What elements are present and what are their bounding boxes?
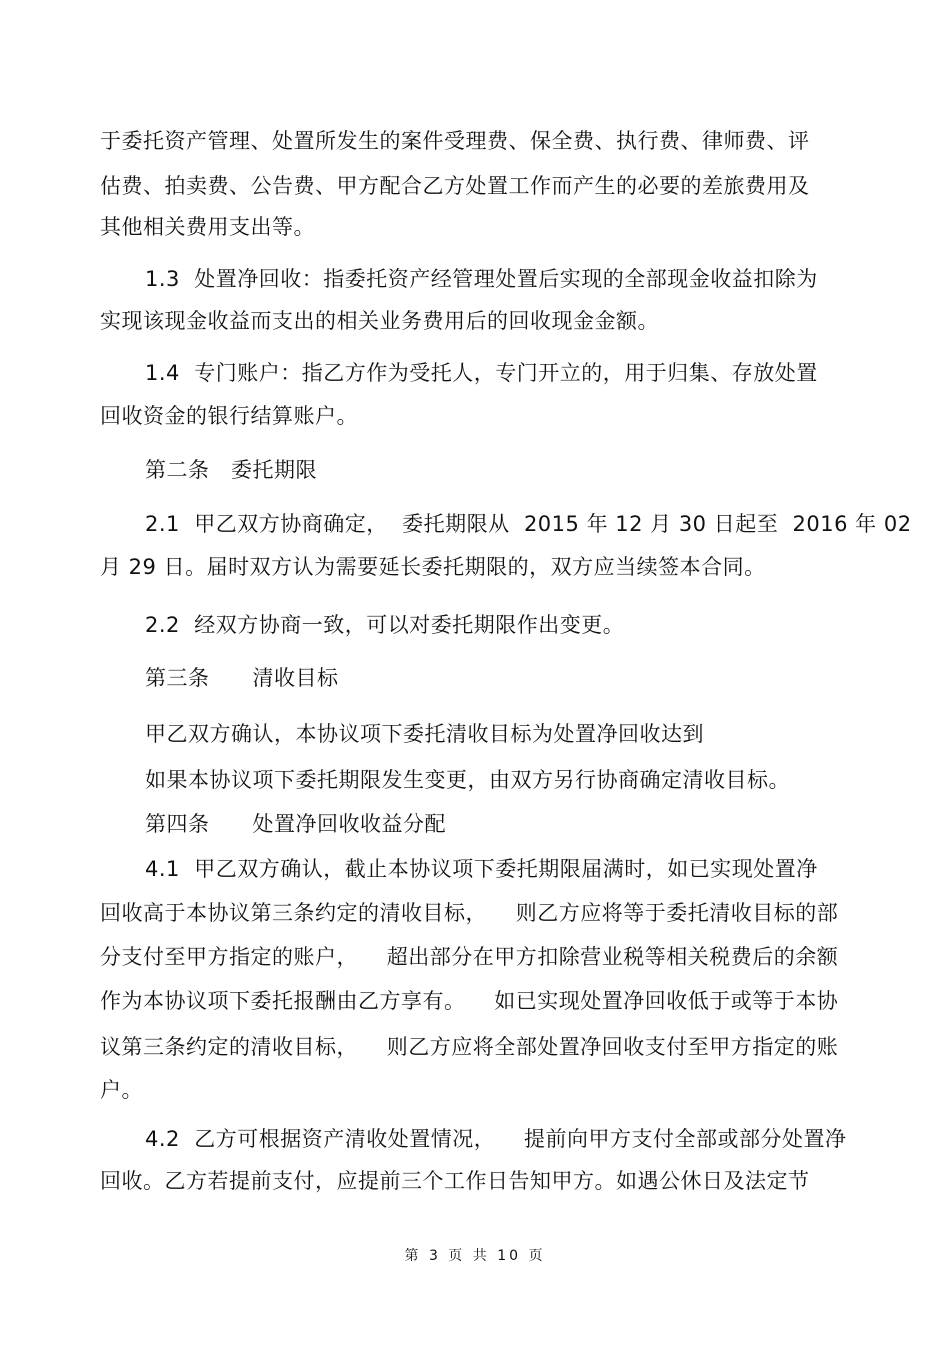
paragraph-line: 其他相关费用支出等。 xyxy=(100,215,315,239)
clause-4-2-line: 4.2 乙方可根据资产清收处置情况， 提前向甲方支付全部或部分处置净 xyxy=(145,1127,847,1151)
paragraph-line: 估费、拍卖费、公告费、甲方配合乙方处置工作而产生的必要的差旅费用及 xyxy=(100,174,810,198)
paragraph-line: 如果本协议项下委托期限发生变更，由双方另行协商确定清收目标。 xyxy=(145,768,790,792)
paragraph-line: 户。 xyxy=(100,1078,143,1102)
clause-1-4-line: 1.4 专门账户：指乙方作为受托人，专门开立的，用于归集、存放处置 xyxy=(145,361,818,385)
paragraph-line: 分支付至甲方指定的账户， 超出部分在甲方扣除营业税等相关税费后的余额 xyxy=(100,945,839,969)
paragraph-line: 甲乙双方确认，本协议项下委托清收目标为处置净回收达到 xyxy=(145,722,704,746)
article-4-heading: 第四条 处置净回收收益分配 xyxy=(145,812,447,836)
paragraph-line: 回收高于本协议第三条约定的清收目标， 则乙方应将等于委托清收目标的部 xyxy=(100,901,839,925)
clause-1-3-line: 1.3 处置净回收：指委托资产经管理处置后实现的全部现金收益扣除为 xyxy=(145,267,818,291)
paragraph-line: 于委托资产管理、处置所发生的案件受理费、保全费、执行费、律师费、评 xyxy=(100,129,810,153)
clause-2-2-line: 2.2 经双方协商一致，可以对委托期限作出变更。 xyxy=(145,613,625,637)
paragraph-line: 实现该现金收益而支出的相关业务费用后的回收现金金额。 xyxy=(100,309,659,333)
paragraph-line: 议第三条约定的清收目标， 则乙方应将全部处置净回收支付至甲方指定的账 xyxy=(100,1035,839,1059)
clause-4-1-line: 4.1 甲乙双方确认，截止本协议项下委托期限届满时，如已实现处置净 xyxy=(145,857,818,881)
paragraph-line: 回收资金的银行结算账户。 xyxy=(100,404,358,428)
article-2-heading: 第二条 委托期限 xyxy=(145,458,318,482)
clause-2-1-line: 2.1 甲乙双方协商确定， 委托期限从 2015 年 12 月 30 日起至 2016 年 02 xyxy=(145,512,912,536)
paragraph-line: 回收。乙方若提前支付，应提前三个工作日告知甲方。如遇公休日及法定节 xyxy=(100,1169,810,1193)
paragraph-line: 月 29 日。届时双方认为需要延长委托期限的，双方应当续签本合同。 xyxy=(100,555,766,579)
article-3-heading: 第三条 清收目标 xyxy=(145,666,339,690)
paragraph-line: 作为本协议项下委托报酬由乙方享有。 如已实现处置净回收低于或等于本协 xyxy=(100,989,839,1013)
page-footer: 第 3 页 共 10 页 xyxy=(404,1248,546,1264)
